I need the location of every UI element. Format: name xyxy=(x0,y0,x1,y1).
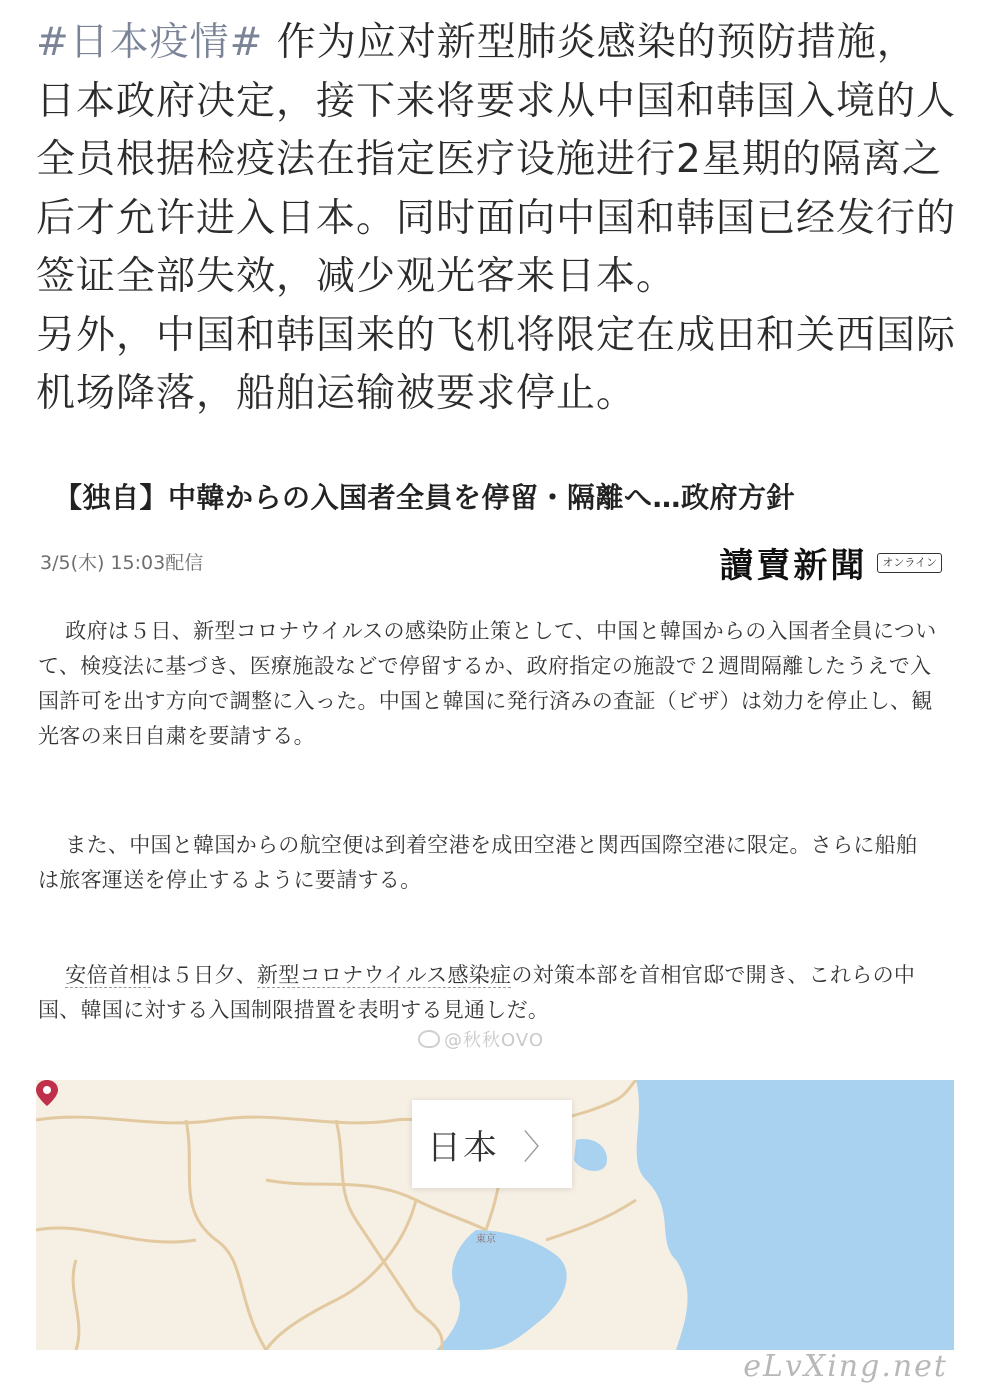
publisher-logo xyxy=(719,538,942,587)
article-paragraph-3 xyxy=(38,958,938,1028)
weibo-icon xyxy=(418,1030,440,1048)
map-view[interactable] xyxy=(36,1080,954,1350)
site-watermark: eLvXing.net xyxy=(743,1349,948,1384)
weibo-watermark xyxy=(418,1026,544,1052)
post-text xyxy=(36,14,956,424)
map-label-text: 日本 xyxy=(427,1127,499,1168)
online-badge: オンライン xyxy=(877,553,942,573)
publisher-name: 讀賣新聞 xyxy=(719,546,868,586)
map-pin-icon[interactable] xyxy=(36,1080,58,1106)
article-date: 3/5(木) 15:03配信 xyxy=(40,552,204,574)
map-pin-city: 東京 xyxy=(476,1234,496,1245)
map-location-label[interactable] xyxy=(412,1100,572,1188)
article-paragraph-1: 政府は５日、新型コロナウイルスの感染防止策として、中国と韓国からの入国者全員について、検疫法に基づき、医療施設などで停留するか、政府指定の施設で２週間隔離したうえで入国許可を出す方向で調整に入った。中国と韓国に発行済みの査証（ビザ）は効力を停止し、観光客の来日自粛を要請する。 xyxy=(38,619,937,748)
chevron-right-icon: 〉 xyxy=(523,1127,557,1168)
news-article-screenshot xyxy=(36,448,956,1378)
article-headline[interactable]: 【独自】中韓からの入国者全員を停留・隔離へ…政府方針 xyxy=(54,481,796,514)
post-body: 作为应对新型肺炎感染的预防措施，日本政府决定，接下来将要求从中国和韩国入境的人全员根据检疫法在指定医疗设施进行2星期的隔离之后才允许进入日本。同时面向中国和韩国已经发行的签证全部失效，减少观光客来日本。 xyxy=(36,20,957,299)
post-body-2: 另外，中国和韩国来的飞机将限定在成田和关西国际机场降落，船舶运输被要求停止。 xyxy=(36,312,957,416)
p3-text-2: の対策本部を首相官邸で開き、これらの中国、韓国に対する入国制限措置を表明する見通しだ。 xyxy=(38,963,916,1022)
hashtag-link[interactable]: #日本疫情# xyxy=(36,20,264,65)
p3-text-1: は５日夕、 xyxy=(150,963,257,987)
link-coronavirus[interactable]: 新型コロナウイルス感染症 xyxy=(257,963,512,987)
article-paragraph-2: また、中国と韓国からの航空便は到着空港を成田空港と関西国際空港に限定。さらに船舶は旅客運送を停止するように要請する。 xyxy=(38,833,918,892)
watermark-text: @秋秋OVO xyxy=(444,1030,545,1051)
link-abe[interactable]: 安倍首相 xyxy=(65,963,151,987)
